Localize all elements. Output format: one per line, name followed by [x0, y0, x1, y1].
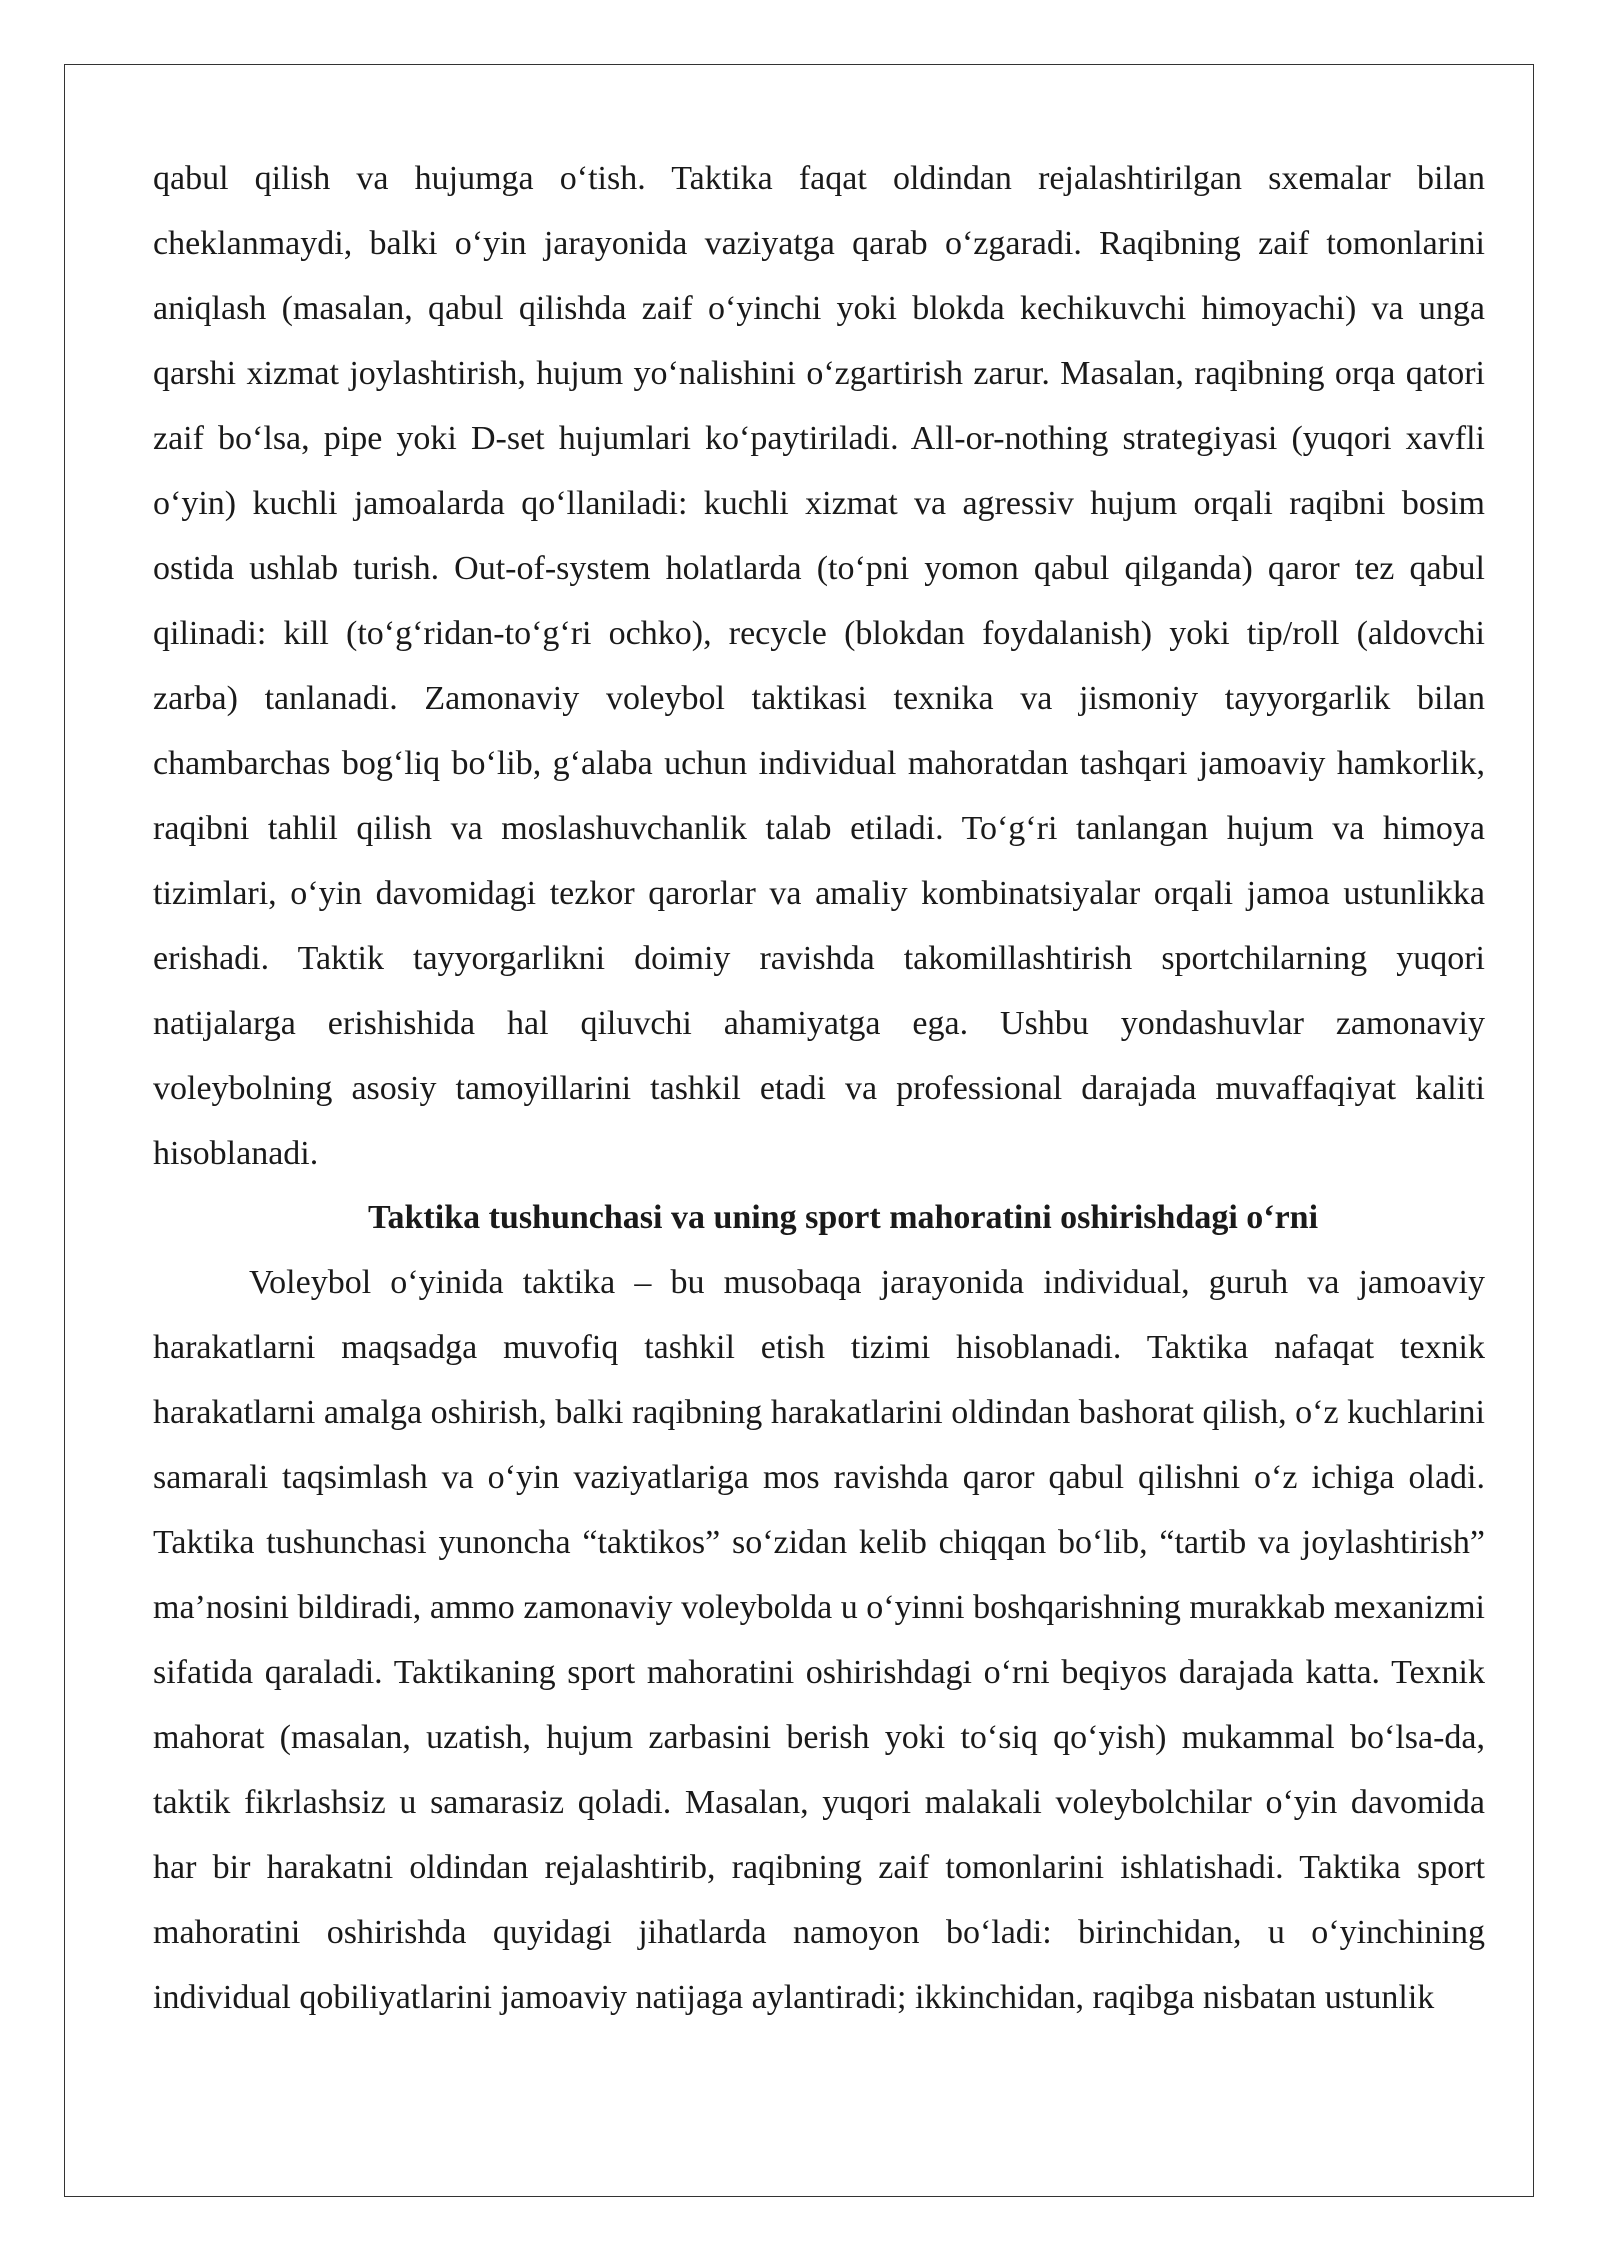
section-heading: Taktika tushunchasi va uning sport mahoratini oshirishdagi o‘rni [367, 1199, 1319, 1236]
document-body [153, 146, 1485, 2030]
body-paragraph: Voleybol o‘yinida taktika – bu musobaqa jarayonida individual, guruh va jamoaviy harakatlarni maqsadga muvofiq tashkil etish tizimi hisoblanadi. Taktika nafaqat texnik harakatlarni amalga oshirish, balki raqibning harakatlarini oldindan bashorat qilish, o‘z kuchlarini samarali taqsimlash va o‘yin vaziyatlariga mos ravishda qaror qabul qilishni o‘z ichiga oladi. Taktika tushunchasi yunoncha “taktikos” so‘zidan kelib chiqqan bo‘lib, “tartib va joylashtirish” ma’nosini bildiradi, ammo zamonaviy voleybolda u o‘yinni boshqarishning murakkab mexanizmi sifatida qaraladi. Taktikaning sport mahoratini oshirishdagi o‘rni beqiyos darajada katta. Texnik mahorat (masalan, uzatish, hujum zarbasini berish yoki to‘siq qo‘yish) mukammal bo‘lsa-da, taktik fikrlashsiz u samarasiz qoladi. Masalan, yuqori malakali voleybolchilar o‘yin davomida har bir harakatni oldindan rejalashtirib, raqibning zaif tomonlarini ishlatishadi. Taktika sport mahoratini oshirishda quyidagi jihatlarda namoyon bo‘ladi: birinchidan, u o‘yinchining individual qobiliyatlarini jamoaviy natijaga aylantiradi; ikkinchidan, raqibga nisbatan ustunlik [153, 1264, 1485, 2016]
body-paragraph-continued: qabul qilish va hujumga o‘tish. Taktika faqat oldindan rejalashtirilgan sxemalar bilan cheklanmaydi, balki o‘yin jarayonida vaziyatga qarab o‘zgaradi. Raqibning zaif tomonlarini aniqlash (masalan, qabul qilishda zaif o‘yinchi yoki blokda kechikuvchi himoyachi) va unga qarshi xizmat joylashtirish, hujum yo‘nalishini o‘zgartirish zarur. Masalan, raqibning orqa qatori zaif bo‘lsa, pipe yoki D-set hujumlari ko‘paytiriladi. All-or-nothing strategiyasi (yuqori xavfli o‘yin) kuchli jamoalarda qo‘llaniladi: kuchli xizmat va agressiv hujum orqali raqibni bosim ostida ushlab turish. Out-of-system holatlarda (to‘pni yomon qabul qilganda) qaror tez qabul qilinadi: kill (to‘g‘ridan-to‘g‘ri ochko), recycle (blokdan foydalanish) yoki tip/roll (aldovchi zarba) tanlanadi. Zamonaviy voleybol taktikasi texnika va jismoniy tayyorgarlik bilan chambarchas bog‘liq bo‘lib, g‘alaba uchun individual mahoratdan tashqari jamoaviy hamkorlik, raqibni tahlil qilish va moslashuvchanlik talab etiladi. To‘g‘ri tanlangan hujum va himoya tizimlari, o‘yin davomidagi tezkor qarorlar va amaliy kombinatsiyalar orqali jamoa ustunlikka erishadi. Taktik tayyorgarlikni doimiy ravishda takomillashtirish sportchilarning yuqori natijalarga erishishida hal qiluvchi ahamiyatga ega. Ushbu yondashuvlar zamonaviy voleybolning asosiy tamoyillarini tashkil etadi va professional darajada muvaffaqiyat kaliti hisoblanadi. [153, 160, 1485, 1172]
